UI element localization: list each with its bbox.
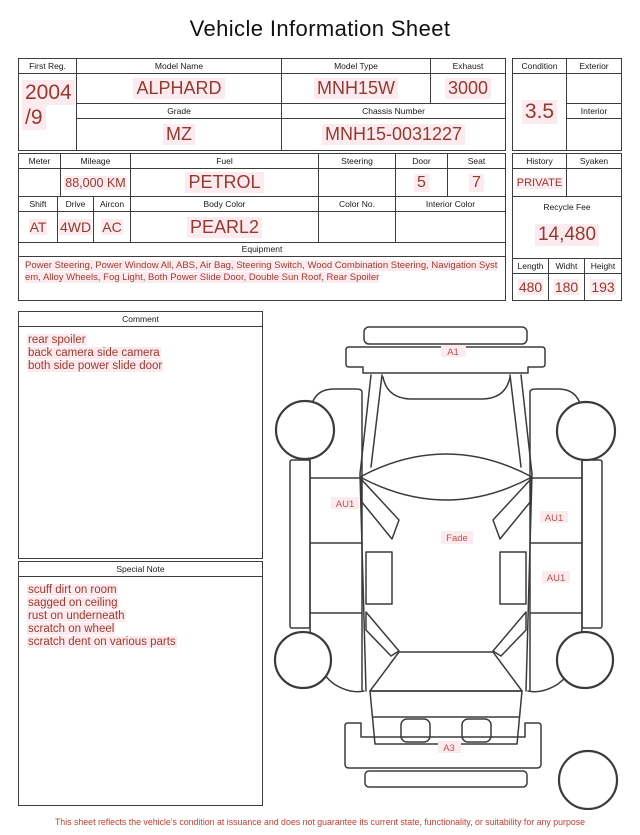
sill-strip-right xyxy=(582,460,602,628)
body-color-value: PEARL2 xyxy=(131,212,319,242)
special-note-line: scratch dent on various parts xyxy=(28,636,176,648)
diagram-label-rear-bumper: A3 xyxy=(443,743,455,754)
model-type-label: Model Type xyxy=(282,59,431,74)
special-note-line: sagged on ceiling xyxy=(28,597,118,609)
interior-color-value xyxy=(396,212,505,242)
spec-table-drivetrain xyxy=(18,196,506,243)
windshield xyxy=(383,377,510,399)
window-left-front xyxy=(361,479,399,539)
front-bumper-lip xyxy=(364,327,527,344)
sill-strip-left xyxy=(290,460,310,628)
interior-label: Interior xyxy=(567,104,621,119)
exhaust-label: Exhaust xyxy=(431,59,505,74)
a-pillar-right xyxy=(510,375,521,467)
fuel-label: Fuel xyxy=(131,154,319,169)
wheel-rear-left xyxy=(275,632,331,688)
door-value: 5 xyxy=(396,169,448,196)
rear-bumper-lip xyxy=(365,771,527,787)
special-note-line: scratch on wheel xyxy=(28,623,115,635)
page-title: Vehicle Information Sheet xyxy=(189,16,451,41)
body-color-label: Body Color xyxy=(131,197,319,212)
first-reg-year: 2004 xyxy=(22,80,75,105)
special-note-body xyxy=(19,577,262,656)
first-reg-value xyxy=(19,74,77,150)
history-label: History xyxy=(513,154,567,169)
condition-label: Condition xyxy=(513,59,567,74)
meter-label: Meter xyxy=(19,154,61,169)
width-value: 180 xyxy=(549,274,585,300)
side-panel-right-dividers xyxy=(530,478,582,613)
c-pillar-right xyxy=(493,612,526,656)
drive-label: Drive xyxy=(58,197,94,212)
wheel-front-left xyxy=(276,401,334,459)
steering-value xyxy=(319,169,396,196)
interior-value xyxy=(567,119,621,150)
spec-table-model xyxy=(18,58,506,151)
spare-wheel xyxy=(559,751,617,809)
window-left-rear xyxy=(366,552,392,604)
comment-body xyxy=(19,327,262,380)
grade-label: Grade xyxy=(77,104,282,119)
wheel-front-right xyxy=(557,402,615,460)
mileage-label: Mileage xyxy=(61,154,131,169)
history-box xyxy=(512,153,622,197)
first-reg-label: First Reg. xyxy=(19,59,77,74)
comment-box xyxy=(18,311,263,559)
chassis-number-label: Chassis Number xyxy=(282,104,505,119)
height-label: Height xyxy=(585,259,621,274)
equipment-label: Equipment xyxy=(19,243,505,257)
comment-line: back camera side camera xyxy=(28,347,160,359)
comment-line: rear spoiler xyxy=(28,334,86,346)
aircon-value: AC xyxy=(94,212,131,242)
syaken-value xyxy=(567,169,621,196)
length-value: 480 xyxy=(513,274,549,300)
first-reg-month: /9 xyxy=(22,105,46,130)
shift-value: AT xyxy=(19,212,58,242)
door-label: Door xyxy=(396,154,448,169)
length-label: Length xyxy=(513,259,549,274)
equipment-box xyxy=(18,242,506,301)
interior-color-label: Interior Color xyxy=(396,197,505,212)
car-damage-diagram xyxy=(265,318,637,810)
exterior-label: Exterior xyxy=(567,59,621,74)
a-pillar-left xyxy=(371,375,382,467)
seat-value: 7 xyxy=(448,169,505,196)
tail-light-right xyxy=(462,719,491,742)
condition-value: 3.5 xyxy=(513,74,567,150)
dimensions-box xyxy=(512,258,622,301)
diagram-label-right-side-rear: AU1 xyxy=(546,573,566,584)
recycle-fee-box xyxy=(512,196,622,259)
comment-line: both side power slide door xyxy=(28,360,163,372)
mileage-value: 88,000 KM xyxy=(61,169,131,196)
recycle-fee-value: 14,480 xyxy=(513,217,621,253)
drive-value: 4WD xyxy=(58,212,94,242)
seat-label: Seat xyxy=(448,154,505,169)
c-pillar-left xyxy=(366,612,399,656)
sunroof xyxy=(360,454,532,500)
special-note-box xyxy=(18,561,263,806)
model-type-value: MNH15W xyxy=(282,74,431,104)
height-value: 193 xyxy=(591,279,615,295)
model-name-label: Model Name xyxy=(77,59,282,74)
condition-box xyxy=(512,58,622,151)
chassis-number-value: MNH15-0031227 xyxy=(282,119,505,150)
color-no-label: Color No. xyxy=(319,197,396,212)
exterior-value xyxy=(567,74,621,104)
tail-light-left xyxy=(401,719,430,742)
model-name-value: ALPHARD xyxy=(77,74,282,104)
diagram-label-right-side-front: AU1 xyxy=(544,513,564,524)
color-no-value xyxy=(319,212,396,242)
syaken-label: Syaken xyxy=(567,154,621,169)
history-value: PRIVATE xyxy=(513,169,567,196)
window-right-rear xyxy=(500,552,526,604)
disclaimer-text: This sheet reflects the vehicle's condition at issuance and does not guarantee its current state, functionality, or suitability for any purpose xyxy=(54,817,586,827)
diagram-label-roof: Fade xyxy=(446,533,468,544)
fuel-value: PETROL xyxy=(131,169,319,196)
special-note-line: rust on underneath xyxy=(28,610,125,622)
aircon-label: Aircon xyxy=(94,197,131,212)
meter-value xyxy=(19,169,61,196)
window-right-front xyxy=(493,479,531,539)
width-label: Widht xyxy=(549,259,585,274)
diagram-label-front-bumper: A1 xyxy=(447,347,459,358)
spec-table-mileage xyxy=(18,153,506,197)
shift-label: Shift xyxy=(19,197,58,212)
special-note-line: scuff dirt on room xyxy=(28,584,117,596)
grade-value: MZ xyxy=(77,119,282,150)
rear-window xyxy=(370,652,522,691)
steering-label: Steering xyxy=(319,154,396,169)
wheel-rear-right xyxy=(557,632,613,688)
exhaust-value: 3000 xyxy=(431,74,505,104)
diagram-label-left-side: AU1 xyxy=(335,499,355,510)
recycle-fee-label: Recycle Fee xyxy=(543,202,591,212)
comment-label: Comment xyxy=(19,312,262,327)
equipment-text: Power Steering, Power Window All, ABS, Air Bag, Steering Switch, Wood Combination Steering, Navigation System, Alloy Wheels, Fog Light, Both Power Slide Door, Double Sun Roof, Rear Spoiler xyxy=(25,260,498,283)
special-note-label: Special Note xyxy=(19,562,262,577)
